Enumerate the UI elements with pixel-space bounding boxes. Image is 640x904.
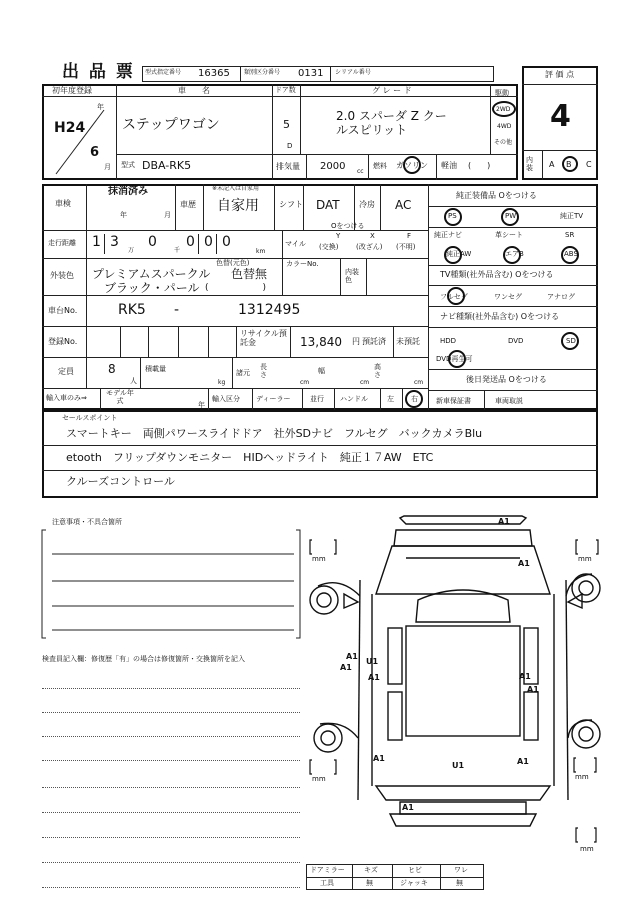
exchange-mark: Y — [336, 232, 341, 240]
interior-a: A — [549, 160, 555, 169]
grade-label: グ レ ー ド — [372, 86, 412, 95]
model-cert-label: 型式指定番号 — [145, 69, 182, 76]
color-line1: プレミアムスパークル — [92, 267, 211, 281]
equip-navi: 純正ナビ — [434, 231, 462, 239]
drive-label: 駆動 — [495, 89, 509, 97]
name-label: 車 名 — [178, 86, 210, 95]
recycle-paid: 預託済 — [362, 337, 386, 346]
category-label: 類別区分番号 — [244, 69, 281, 76]
drive-other: その他 — [494, 139, 513, 146]
mileage-digit: 0 — [204, 234, 213, 250]
interior-b: B — [566, 160, 572, 169]
model-label: 型式 — [121, 161, 135, 169]
km-unit: km — [256, 248, 266, 255]
displacement-label: 排気量 — [276, 162, 300, 171]
tv-oneseg: ワンセグ — [494, 293, 522, 301]
parallel-option: 並行 — [310, 395, 324, 403]
displacement: 2000 — [320, 161, 346, 172]
score-value: 4 — [550, 99, 571, 134]
fuel-label: 燃料 — [373, 162, 387, 170]
damage-mark: A1 — [402, 803, 414, 812]
length-cm: cm — [300, 379, 310, 386]
shaken-status: 抹消済み — [108, 186, 148, 197]
grade-line1: 2.0 スパーダ Z クー — [336, 109, 447, 123]
dvd-play: DVD再生可 — [436, 355, 473, 363]
mileage-digit: 0 — [186, 234, 195, 250]
footer-header-mirror: ドアミラー — [310, 866, 345, 874]
modified-mark: X — [370, 232, 375, 240]
fuel-diesel: 軽油 — [441, 161, 457, 170]
inspector-label: 検査員記入欄：修復歴「有」の場合は修復箇所・交換箇所を記入 — [42, 655, 245, 663]
navi-sd-circle — [561, 332, 579, 350]
ac-label: 冷房 — [359, 200, 375, 209]
fuel-selected-circle — [403, 156, 421, 174]
footer-jack-value: 無 — [456, 879, 463, 887]
mileage-digit: 0 — [222, 234, 231, 250]
shaken-label: 車検 — [55, 199, 71, 208]
interior-c: C — [586, 160, 592, 169]
equip-aw: 純正AW — [446, 250, 472, 258]
mm-label-fr: mm — [578, 555, 592, 563]
dims-label: 諸元 — [236, 369, 250, 377]
navi-sd: SD — [566, 337, 576, 345]
footer-header-scratch: キズ — [364, 866, 378, 874]
cc-unit: cc — [357, 168, 364, 175]
capacity-label: 定員 — [58, 367, 74, 376]
modified-label: (改ざん) — [356, 243, 383, 251]
recycle-label: リサイクル預託金 — [240, 329, 287, 347]
mm-label-rr: mm — [575, 773, 589, 781]
chassis-label: 車台No. — [48, 306, 78, 315]
model-year-label: モデル年式 — [106, 389, 134, 405]
tv-title: TV種類(社外品含む) Oをつける — [440, 270, 554, 279]
model-year-unit: 年 — [198, 401, 205, 409]
damage-mark: A1 — [368, 673, 380, 682]
sales-line1: スマートキー 両側パワースライドドア 社外SDナビ フルセグ バックカメラBlu — [66, 427, 483, 440]
dealer-option: ディーラー — [256, 395, 291, 403]
footer-header-break: ワレ — [454, 866, 468, 874]
exchange-label: (交換) — [319, 243, 339, 251]
navi-dvd: DVD — [508, 337, 524, 345]
score-label: 評 価 点 — [545, 70, 575, 79]
serial-label: シリアル番号 — [335, 69, 371, 76]
color-line2: ブラック・パール — [104, 281, 200, 295]
shift-label: シフト — [279, 200, 303, 209]
month-unit: 月 — [104, 163, 111, 171]
first-reg-label: 初年度登録 — [52, 86, 92, 95]
sales-line2: etooth フリップダウンモニター HIDヘッドライト 純正１７AW ETC — [66, 451, 434, 464]
tv-fullseg: フルセグ — [440, 293, 468, 301]
equip-pw: PW — [505, 212, 517, 220]
shaken-month-unit: 月 — [164, 211, 171, 219]
model-code: DBA-RK5 — [142, 159, 192, 172]
chassis-dash: - — [174, 302, 180, 318]
damage-mark: A1 — [498, 517, 510, 526]
import-label: 輸入車のみ⇒ — [46, 394, 87, 402]
colorno-label: カラーNo. — [286, 260, 319, 268]
mileage-digits — [86, 230, 276, 258]
width-label: 幅 — [318, 367, 325, 375]
caution-label: 注意事項・不具合箇所 — [52, 518, 122, 526]
later-warranty: 新車保証書 — [436, 397, 471, 405]
mm-label-spare: mm — [580, 845, 594, 853]
damage-mark: U1 — [366, 657, 379, 666]
mileage-digit: 3 — [110, 234, 119, 250]
reg-label: 登録No. — [48, 337, 78, 346]
recycle-unit: 円 — [352, 337, 360, 346]
damage-mark: A1 — [517, 757, 529, 766]
form-title: 出 品 票 — [62, 62, 135, 82]
history-note: ※未記入は自家用 — [212, 185, 260, 192]
tv-analog: アナログ — [547, 293, 575, 301]
damage-mark: A1 — [373, 754, 385, 763]
equip-tv: 純正TV — [560, 212, 584, 220]
equip-sr: SR — [565, 231, 575, 239]
footer-header-crack: ヒビ — [408, 866, 422, 874]
footer-tools: 工具 — [320, 879, 334, 887]
chassis-number: 1312495 — [238, 302, 301, 318]
tv-fullseg-circle — [447, 287, 465, 305]
sen-unit: 千 — [174, 247, 181, 254]
equip-airbag-circle — [503, 246, 521, 264]
equip-ps: PS — [448, 212, 457, 220]
category-no: 0131 — [298, 68, 324, 79]
navi-hdd: HDD — [440, 337, 457, 345]
mm-label-fl: mm — [312, 555, 326, 563]
length-label: 長さ — [260, 363, 267, 379]
mileage-digit: 0 — [148, 234, 157, 250]
shaken-year-unit: 年 — [120, 211, 127, 219]
color-label: 外装色 — [50, 271, 74, 280]
damage-mark: A1 — [340, 663, 352, 672]
later-manual: 車両取説 — [495, 397, 523, 405]
history-value: 自家用 — [217, 198, 259, 214]
equip-abs: ABS — [564, 250, 578, 258]
handle-left: 左 — [387, 395, 394, 403]
ac-value: AC — [395, 198, 412, 212]
chassis-model: RK5 — [118, 302, 146, 318]
color-paren: ( ) — [205, 283, 267, 293]
damage-mark: A1 — [519, 672, 531, 681]
interior-label: 内装 — [526, 156, 533, 172]
model-cert-no: 16365 — [198, 68, 230, 79]
footer-jack: ジャッキ — [400, 879, 428, 887]
drive-4wd: 4WD — [497, 123, 512, 130]
equip-aw-circle — [444, 246, 462, 264]
equip-leather: 革シート — [495, 231, 523, 239]
mileage-label: 走行距離 — [48, 239, 76, 247]
equip-pw-circle — [501, 208, 519, 226]
mm-label-rl: mm — [312, 775, 326, 783]
capacity-unit: 人 — [130, 377, 137, 385]
recycle-unpaid: 未預託 — [396, 337, 420, 346]
damage-mark: A1 — [518, 559, 530, 568]
import-div-label: 輸入区分 — [212, 395, 240, 403]
car-damage-diagram — [300, 510, 610, 856]
unknown-label: (不明) — [396, 243, 416, 251]
equip-ps-circle — [444, 208, 462, 226]
shift-value: DAT — [316, 198, 340, 212]
interior-color-label: 内装色 — [345, 268, 359, 284]
damage-mark: U1 — [452, 761, 465, 770]
sales-points-label: セールスポイント — [62, 414, 118, 422]
year-unit: 年 — [97, 103, 104, 111]
first-reg-month: 6 — [90, 145, 100, 160]
sales-line3: クルーズコントロール — [66, 475, 175, 488]
unknown-mark: F — [407, 232, 412, 240]
mile-label: マイル — [285, 240, 306, 248]
grade-line2: ルスピリット — [336, 123, 408, 137]
width-cm: cm — [360, 379, 370, 386]
color-repaint: 色替無 — [231, 267, 268, 281]
mileage-digit: 1 — [92, 234, 101, 250]
recycle-amount: 13,840 — [300, 335, 342, 349]
fuel-paren: ( ) — [468, 161, 491, 170]
drive-2wd-circle — [492, 101, 516, 117]
equip-title: 純正装備品 Oをつける — [456, 191, 537, 200]
fuel-gas: ガソリン — [396, 161, 428, 170]
drive-2wd: 2WD — [496, 106, 511, 113]
later-title: 後日発送品 Oをつける — [466, 375, 547, 384]
damage-mark: A1 — [346, 652, 358, 661]
door-count: 5 — [283, 118, 290, 131]
caution-area — [40, 526, 302, 646]
circle-note: Oをつける — [331, 222, 365, 230]
first-reg-year: H24 — [54, 120, 86, 136]
navi-title: ナビ種類(社外品含む) Oをつける — [440, 312, 560, 321]
footer-tools-value: 無 — [366, 879, 373, 887]
door-unit: D — [287, 142, 293, 150]
doors-label: ドア数 — [275, 86, 296, 94]
handle-right-circle — [405, 390, 423, 408]
dvd-play-circle — [448, 350, 466, 368]
handle-label: ハンドル — [340, 395, 368, 403]
equip-airbag: エアB — [505, 250, 524, 258]
height-label: 高さ — [374, 363, 381, 379]
capacity-value: 8 — [108, 362, 116, 376]
history-label: 車歴 — [180, 200, 196, 209]
equip-abs-circle — [561, 246, 579, 264]
damage-mark: A1 — [527, 685, 539, 694]
car-name: ステップワゴン — [122, 117, 220, 133]
handle-right: 右 — [411, 395, 418, 403]
height-cm: cm — [414, 379, 424, 386]
man-unit: 万 — [128, 247, 135, 254]
load-label: 積載量 — [145, 365, 166, 373]
kg-unit: kg — [218, 379, 226, 386]
color-orig-label: 色替(元色) — [216, 259, 250, 267]
